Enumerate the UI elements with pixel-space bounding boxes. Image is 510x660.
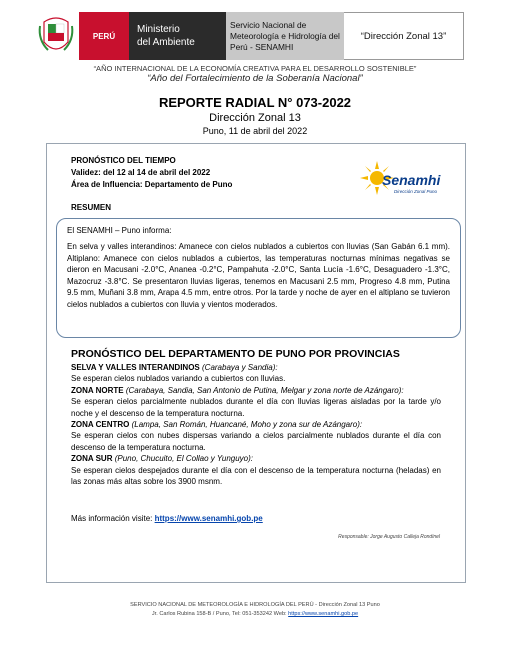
norte-text: Se esperan cielos parcialmente nublados durante el día con lluvias ligeras aisladas por la tarde y/o noche y el descenso de la temperatura nocturna.: [71, 397, 441, 418]
senamhi-line1: Servicio Nacional de: [230, 19, 307, 30]
ministry-line1: Ministerio: [137, 24, 180, 35]
coat-of-arms-icon: [36, 12, 76, 60]
senamhi-line3: Perú - SENAMHI: [230, 41, 294, 52]
ministry-label: [129, 12, 226, 60]
selva-text: Se esperan cielos nublados variando a cubiertos con lluvias.: [71, 374, 286, 384]
forecast-heading: PRONÓSTICO DEL TIEMPO: [71, 156, 176, 165]
selva-title: SELVA Y VALLES INTERANDINOS: [71, 363, 200, 372]
senamhi-label: [226, 12, 344, 60]
centro-title: ZONA CENTRO: [71, 420, 130, 430]
responsible-signature: Responsable: Jorge Augusto Calleja Rondinel: [338, 534, 440, 540]
sur-heading: [71, 453, 441, 464]
report-date: Puno, 11 de abril del 2022: [202, 126, 308, 136]
report-title: REPORTE RADIAL N° 073-2022: [158, 95, 352, 110]
senamhi-line2: Meteorología e Hidrología del: [230, 30, 340, 41]
sur-title: ZONA SUR: [71, 454, 113, 464]
summary-informs: El SENAMHI – Puno informa:: [67, 226, 172, 235]
header-band: [36, 12, 464, 60]
centro-text: Se esperan cielos con nubes dispersas variando a cielos parcialmente nublados durante el día con descenso de la temperatura nocturna.: [71, 431, 441, 452]
selva-heading: [71, 362, 441, 373]
centro-places: (Lampa, San Román, Huancané, Moho y zona sur de Azángaro):: [131, 420, 363, 430]
senamhi-logo: [360, 161, 440, 199]
report-subtitle: Dirección Zonal 13: [209, 112, 301, 124]
sur-text: Se esperan cielos despejados durante el día con el descenso de la temperatura nocturna (heladas) en las zonas más altas sobre los 3900 msnm.: [71, 465, 441, 487]
provinces-heading: PRONÓSTICO DEL DEPARTAMENTO DE PUNO POR PROVINCIAS: [71, 348, 400, 360]
forecast-validity: Validez: del 12 al 14 de abril del 2022: [71, 168, 211, 177]
country-label: PERÚ: [79, 12, 129, 60]
provinces-forecast: [71, 362, 441, 487]
footer-line2: [0, 611, 510, 617]
summary-box: [56, 218, 461, 338]
logo-subtitle: Dirección Zonal Puno: [394, 189, 438, 194]
footer-line1: SERVICIO NACIONAL DE METEOROLOGÍA E HIDROLOGÍA DEL PERÚ - Dirección Zonal 13 Puno: [130, 602, 380, 608]
year-motto-2: “Año del Fortalecimiento de la Soberanía Nacional”: [147, 73, 363, 84]
centro-heading: [71, 419, 441, 430]
forecast-meta: [71, 155, 232, 191]
norte-heading: [71, 385, 441, 396]
footer-address: Jr. Carlos Rubina 158-B / Puno, Tel: 051-353242 Web:: [151, 611, 287, 617]
selva-places: (Carabaya y Sandia):: [202, 363, 278, 372]
footer-website-link[interactable]: https://www.senamhi.gob.pe: [288, 611, 359, 617]
norte-title: ZONA NORTE: [71, 385, 124, 395]
ministry-line2: del Ambiente: [137, 37, 195, 48]
summary-text: En selva y valles interandinos: Amanece con cielos nublados a cubiertos con lluvias (San Gabán 6.1 mm). Altiplano: Amanece con cielos nublados a cubiertos, las temperaturas nocturnas mínimas negativas se dieron en Macusani -2.0°C, Ananea -0.2°C, Pampahuta -2.0°C, Santa Lucía -1.6°C, Desaguadero -1.3°C, Mazocruz -3.8°C. Se presentaron lluvias ligeras, tenemos en Macusani 2.5 mm, Progreso 4.8 mm, Putina 9.5 mm, Muñani 3.8 mm, Arapa 4.5 mm, entre otros. Por la tarde y noche de ayer en el altiplano se tuvieron cielos nublados a cubiertos con lluvia y vientos moderados.: [67, 242, 450, 309]
year-motto-1: “AÑO INTERNACIONAL DE LA ECONOMÍA CREATIVA PARA EL DESARROLLO SOSTENIBLE”: [93, 64, 417, 73]
zone-label: “Dirección Zonal 13”: [344, 12, 464, 60]
sur-places: (Puno, Chucuito, El Collao y Yunguyo):: [114, 454, 254, 464]
forecast-area: Área de Influencia: Departamento de Puno: [71, 180, 233, 189]
norte-places: (Carabaya, Sandia, San Antonio de Putina, Melgar y zona norte de Azángaro):: [125, 385, 404, 395]
more-info: [71, 514, 263, 523]
logo-name: Senamhi: [382, 172, 441, 188]
senamhi-website-link[interactable]: https://www.senamhi.gob.pe: [154, 514, 263, 523]
summary-label: RESUMEN: [71, 203, 112, 212]
more-info-label: Más información visite:: [71, 514, 153, 523]
